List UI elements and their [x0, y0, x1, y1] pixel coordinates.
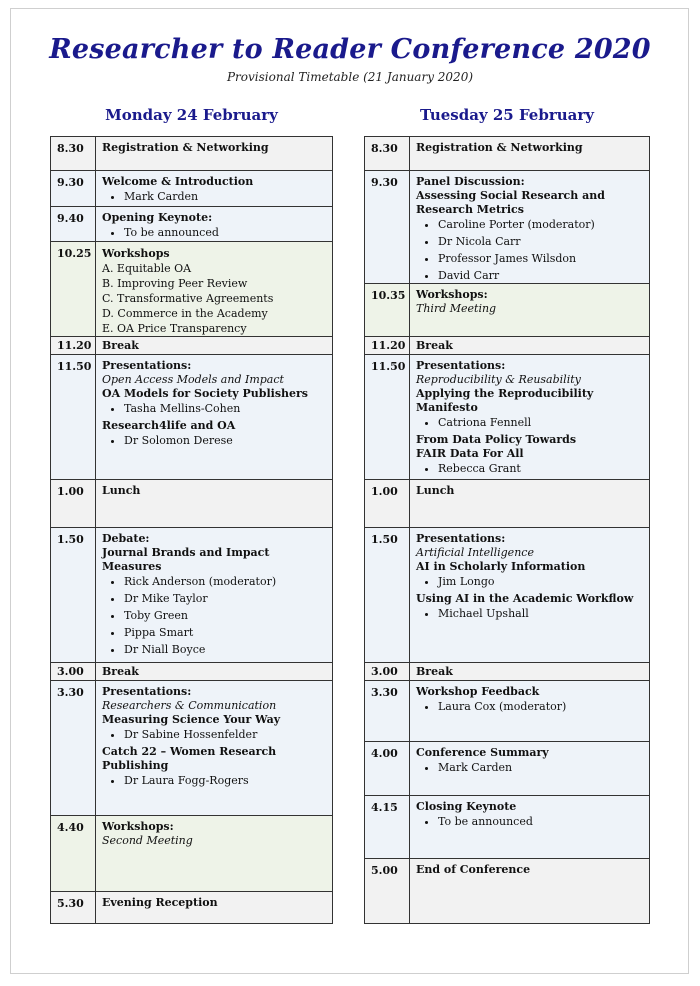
time-cell: 8.30	[51, 137, 96, 170]
workshop-item: C. Transformative Agreements	[102, 292, 274, 305]
presentation-title-cont: Manifesto	[416, 401, 478, 414]
session-title: Presentations:	[102, 359, 192, 372]
speaker-item: • Michael Upshall	[438, 607, 645, 621]
presentation-title: Measuring Science Your Way	[102, 713, 281, 726]
tuesday-heading: Tuesday 25 February	[420, 106, 594, 124]
time-cell: 11.20	[365, 337, 410, 354]
time-cell: 10.25	[51, 242, 96, 336]
time-cell: 1.50	[365, 528, 410, 662]
speaker-item: • Dr Niall Boyce	[124, 643, 328, 657]
schedule-row	[365, 858, 649, 923]
timetable-subtitle: Provisional Timetable (21 January 2020)	[226, 70, 474, 84]
time-cell: 4.40	[51, 816, 96, 891]
session-title: Workshops	[102, 247, 170, 260]
session-title: Welcome & Introduction	[102, 175, 254, 188]
speaker-item: • Professor James Wilsdon	[438, 252, 645, 266]
panel-title: Assessing Social Research and	[416, 189, 605, 202]
time-cell: 1.00	[51, 480, 96, 527]
speaker-item: • Dr Sabine Hossenfelder	[124, 728, 328, 742]
session-title: Presentations:	[416, 532, 506, 545]
speaker-item: • David Carr	[438, 269, 645, 283]
presentation-title: From Data Policy Towards	[416, 433, 577, 446]
schedule-row	[365, 336, 649, 354]
schedule-row	[365, 479, 649, 527]
time-cell: 9.40	[51, 207, 96, 241]
tuesday-schedule-table	[364, 136, 650, 924]
speaker-item: • Rebecca Grant	[438, 462, 645, 476]
session-title: Workshops:	[102, 820, 174, 833]
presentation-title: AI in Scholarly Information	[416, 560, 586, 573]
time-cell: 4.00	[365, 742, 410, 795]
schedule-row	[51, 680, 332, 815]
speaker-item: • Rick Anderson (moderator)	[124, 575, 328, 589]
time-cell: 5.30	[51, 892, 96, 923]
session-title: Registration & Networking	[102, 141, 269, 154]
schedule-row	[365, 795, 649, 858]
session-title: End of Conference	[416, 863, 531, 876]
presentation-title: Research4life and OA	[102, 419, 236, 432]
session-theme: Open Access Models and Impact	[102, 373, 284, 386]
schedule-row	[51, 815, 332, 891]
time-cell: 9.30	[365, 171, 410, 283]
speaker-item: • Pippa Smart	[124, 626, 328, 640]
presentation-title: Using AI in the Academic Workflow	[416, 592, 634, 605]
presentation-title-cont: FAIR Data For All	[416, 447, 524, 460]
session-title: Conference Summary	[416, 746, 549, 759]
schedule-row	[365, 137, 649, 170]
time-cell: 9.30	[51, 171, 96, 206]
schedule-row	[365, 741, 649, 795]
debate-title: Journal Brands and Impact Measures	[102, 546, 270, 573]
time-cell: 1.00	[365, 480, 410, 527]
time-cell: 4.15	[365, 796, 410, 858]
session-title: Debate:	[102, 532, 150, 545]
time-cell: 3.00	[365, 663, 410, 680]
session-title: Break	[102, 339, 139, 352]
monday-schedule-table	[50, 136, 333, 924]
session-title: Presentations:	[102, 685, 192, 698]
speaker-item: • Tasha Mellins-Cohen	[124, 402, 328, 416]
time-cell: 8.30	[365, 137, 410, 170]
time-cell: 11.50	[365, 355, 410, 479]
session-title: Break	[416, 339, 453, 352]
presentation-title-cont: Publishing	[102, 759, 169, 772]
schedule-row	[51, 137, 332, 170]
schedule-row	[365, 283, 649, 336]
session-theme: Second Meeting	[102, 834, 193, 847]
session-title: Panel Discussion:	[416, 175, 525, 188]
session-theme: Researchers & Communication	[102, 699, 277, 712]
workshop-item: B. Improving Peer Review	[102, 277, 248, 290]
schedule-row	[365, 527, 649, 662]
speaker-item: • Mark Carden	[438, 761, 645, 775]
panel-title-cont: Research Metrics	[416, 203, 524, 216]
time-cell: 11.20	[51, 337, 96, 354]
session-theme: Third Meeting	[416, 302, 497, 315]
session-title: Closing Keynote	[416, 800, 517, 813]
time-cell: 3.30	[51, 681, 96, 815]
schedule-row	[51, 170, 332, 206]
session-title: Lunch	[102, 484, 141, 497]
schedule-row	[365, 680, 649, 741]
speaker-item: • Dr Laura Fogg-Rogers	[124, 774, 328, 788]
time-cell: 10.35	[365, 284, 410, 336]
presentation-title: Applying the Reproducibility	[416, 387, 594, 400]
time-cell: 11.50	[51, 355, 96, 479]
session-title: Break	[416, 665, 453, 678]
session-title: Workshops:	[416, 288, 488, 301]
schedule-row	[51, 479, 332, 527]
session-title: Opening Keynote:	[102, 211, 213, 224]
schedule-row	[51, 891, 332, 923]
session-title: Evening Reception	[102, 896, 218, 909]
session-title: Break	[102, 665, 139, 678]
schedule-row	[51, 662, 332, 680]
speaker-item: • Dr Solomon Derese	[124, 434, 328, 448]
workshop-item: E. OA Price Transparency	[102, 322, 247, 335]
monday-heading: Monday 24 February	[105, 106, 278, 124]
schedule-row	[365, 170, 649, 283]
session-title: Workshop Feedback	[416, 685, 540, 698]
workshop-item: D. Commerce in the Academy	[102, 307, 268, 320]
speaker-item: • Mark Carden	[124, 190, 328, 204]
time-cell: 5.00	[365, 859, 410, 923]
speaker-item: • Dr Mike Taylor	[124, 592, 328, 606]
schedule-row	[51, 241, 332, 336]
time-cell: 1.50	[51, 528, 96, 662]
schedule-row	[365, 662, 649, 680]
speaker-item: • Caroline Porter (moderator)	[438, 218, 645, 232]
time-cell: 3.30	[365, 681, 410, 741]
schedule-row	[365, 354, 649, 479]
speaker-item: • Dr Nicola Carr	[438, 235, 645, 249]
speaker-item: • Catriona Fennell	[438, 416, 645, 430]
time-cell: 3.00	[51, 663, 96, 680]
presentation-title: OA Models for Society Publishers	[102, 387, 308, 400]
speaker-item: • To be announced	[124, 226, 328, 240]
speaker-item: • To be announced	[438, 815, 645, 829]
session-theme: Reproducibility & Reusability	[416, 373, 581, 386]
speaker-item: • Jim Longo	[438, 575, 645, 589]
presentation-title: Catch 22 – Women Research	[102, 745, 277, 758]
schedule-row	[51, 206, 332, 241]
speaker-item: • Laura Cox (moderator)	[438, 700, 645, 714]
conference-title: Researcher to Reader Conference 2020	[49, 34, 651, 65]
speaker-item: • Toby Green	[124, 609, 328, 623]
session-title: Presentations:	[416, 359, 506, 372]
session-title: Lunch	[416, 484, 455, 497]
schedule-row	[51, 336, 332, 354]
schedule-row	[51, 527, 332, 662]
workshop-item: A. Equitable OA	[102, 262, 192, 275]
session-theme: Artificial Intelligence	[416, 546, 534, 559]
schedule-row	[51, 354, 332, 479]
session-title: Registration & Networking	[416, 141, 583, 154]
